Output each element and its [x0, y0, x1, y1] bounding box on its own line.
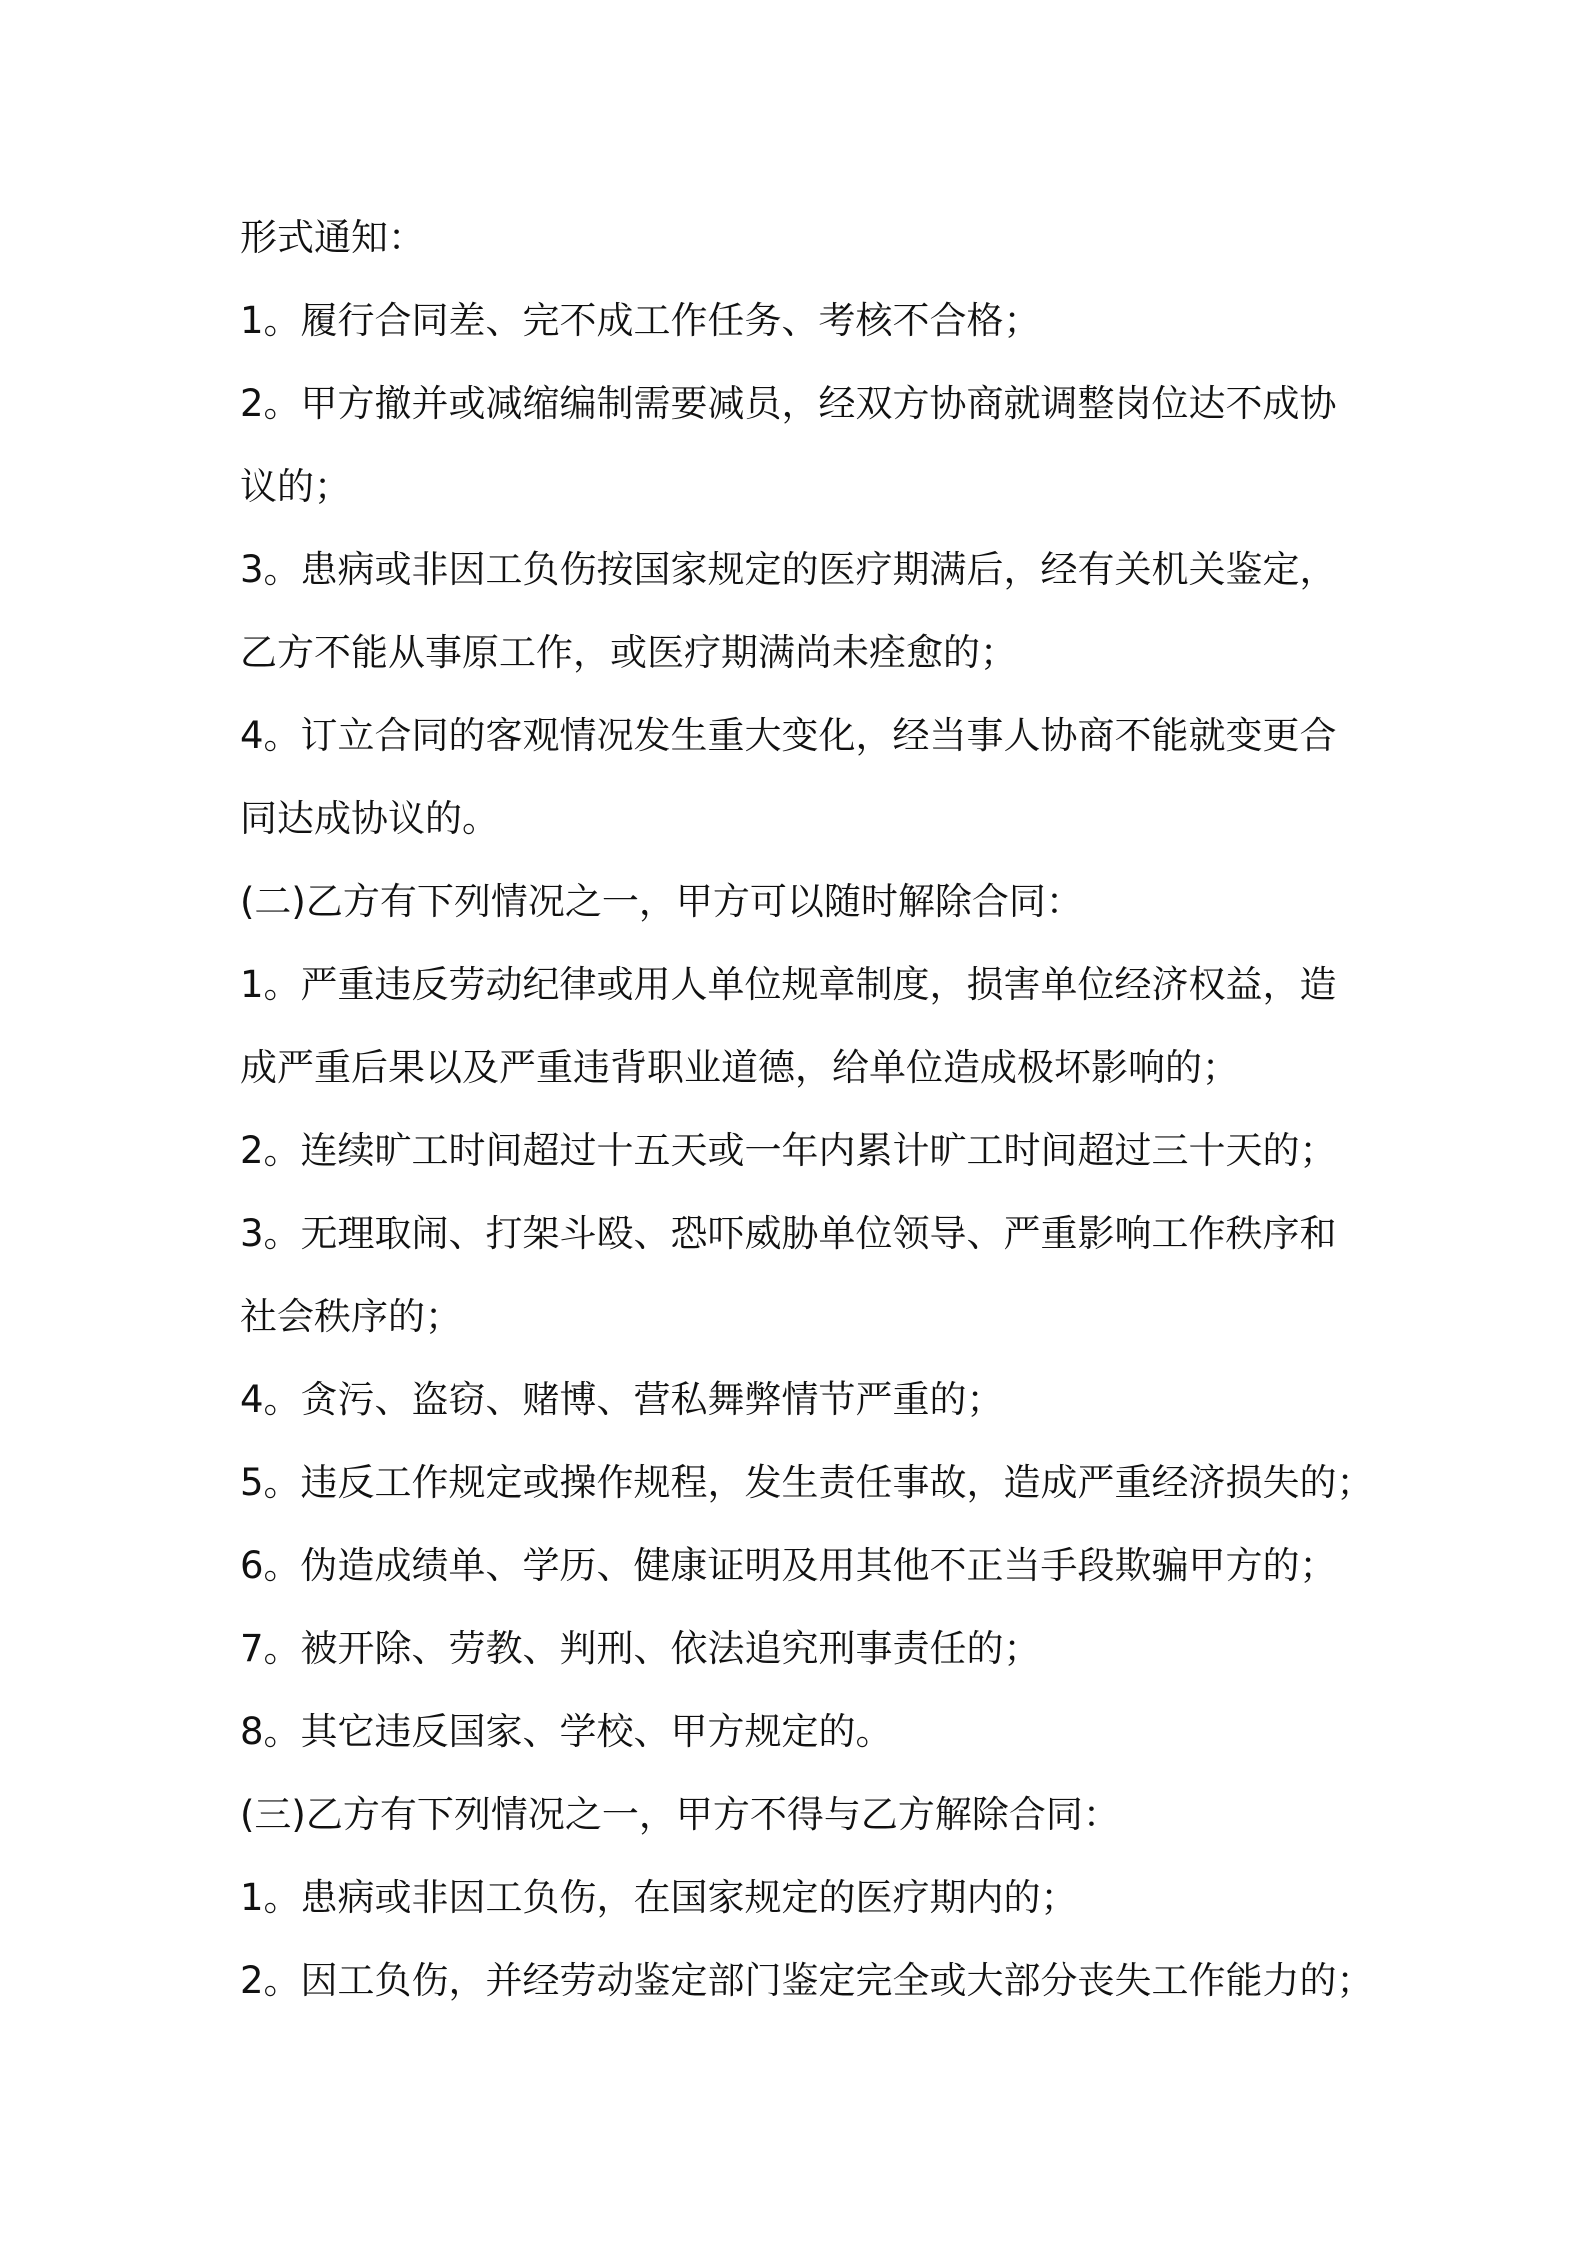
text-line: 1。履行合同差、完不成工作任务、考核不合格；	[240, 299, 1041, 342]
text-line: 3。患病或非因工负伤按国家规定的医疗期满后，经有关机关鉴定，	[240, 548, 1337, 591]
text-line: 成严重后果以及严重违背职业道德，给单位造成极坏影响的；	[240, 1046, 1239, 1089]
text-line: 3。无理取闹、打架斗殴、恐吓威胁单位领导、严重影响工作秩序和	[240, 1212, 1337, 1255]
text-line: 议的；	[240, 465, 351, 508]
text-line: 1。患病或非因工负伤，在国家规定的医疗期内的；	[240, 1876, 1078, 1919]
text-line: 6。伪造成绩单、学历、健康证明及用其他不正当手段欺骗甲方的；	[240, 1544, 1337, 1587]
text-line: 2。连续旷工时间超过十五天或一年内累计旷工时间超过三十天的；	[240, 1129, 1337, 1172]
section-heading: (二)乙方有下列情况之一，甲方可以随时解除合同：	[240, 880, 1083, 923]
text-line: 4。贪污、盗窃、赌博、营私舞弊情节严重的；	[240, 1378, 1004, 1421]
text-line: 7。被开除、劳教、判刑、依法追究刑事责任的；	[240, 1627, 1041, 1670]
text-line: 同达成协议的。	[240, 797, 499, 840]
text-line: 4。订立合同的客观情况发生重大变化，经当事人协商不能就变更合	[240, 714, 1337, 757]
text-line: 形式通知：	[240, 216, 425, 259]
document-body	[240, 196, 1374, 2022]
text-line: 社会秩序的；	[240, 1295, 462, 1338]
text-line: 乙方不能从事原工作，或医疗期满尚未痊愈的；	[240, 631, 1017, 674]
text-line: 1。严重违反劳动纪律或用人单位规章制度，损害单位经济权益，造	[240, 963, 1337, 1006]
text-line: 2。甲方撤并或减缩编制需要减员，经双方协商就调整岗位达不成协	[240, 382, 1337, 425]
text-line: 8。其它违反国家、学校、甲方规定的。	[240, 1710, 893, 1753]
section-heading: (三)乙方有下列情况之一，甲方不得与乙方解除合同：	[240, 1793, 1120, 1836]
text-line: 2。因工负伤，并经劳动鉴定部门鉴定完全或大部分丧失工作能力的；	[240, 1959, 1374, 2002]
text-line: 5。违反工作规定或操作规程，发生责任事故，造成严重经济损失的；	[240, 1461, 1374, 1504]
